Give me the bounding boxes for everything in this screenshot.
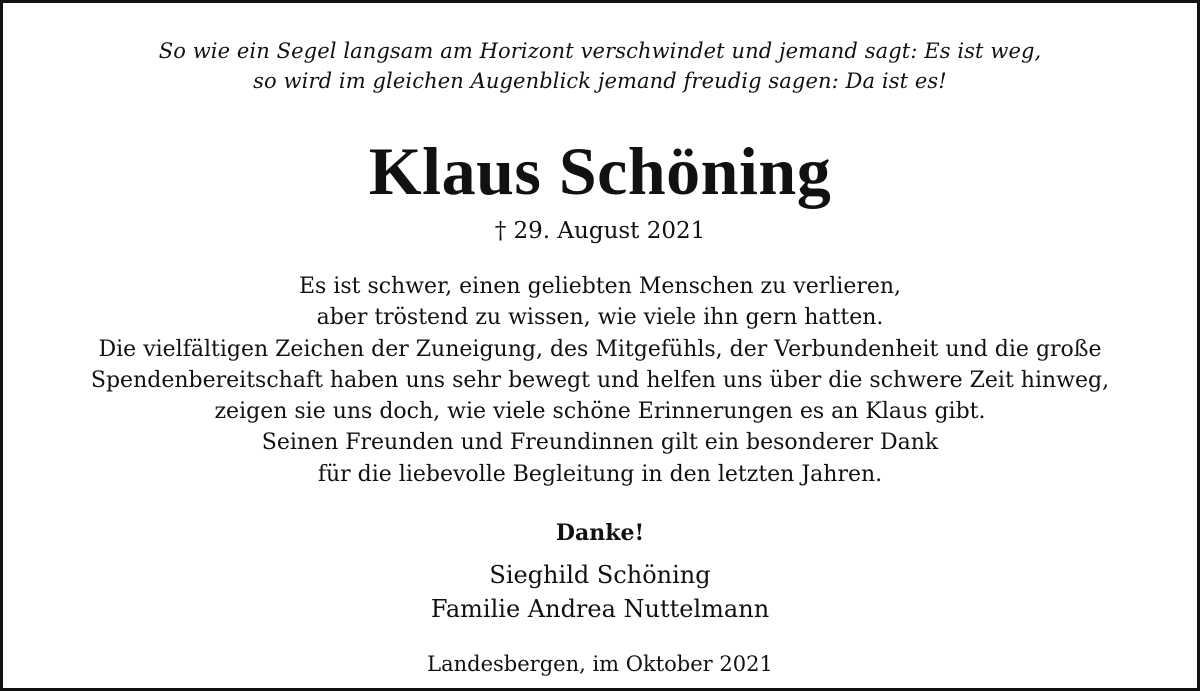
message-line: zeigen sie uns doch, wie viele schöne Erinnerungen es an Klaus gibt. [214,399,986,425]
motto-quote [3,36,1197,96]
message-line: Seinen Freunden und Freundinnen gilt ein besonderer Dank [261,430,939,456]
motto-line: So wie ein Segel langsam am Horizont verschwindet und jemand sagt: Es ist weg, [158,39,1042,63]
deceased-name: Klaus Schöning [368,133,832,209]
death-date: † 29. August 2021 [494,218,706,244]
message-line: Es ist schwer, einen geliebten Menschen zu verlieren, [298,274,902,299]
message-line: aber tröstend zu wissen, wie viele ihn gern hatten. [316,305,884,331]
place-and-date: Landesbergen, im Oktober 2021 [427,652,773,676]
message-line: für die liebevolle Begleitung in den letzten Jahren. [317,461,883,487]
signer-name: Sieghild Schöning [489,561,711,589]
message-line: Spendenbereitschaft haben uns sehr bewegt und helfen uns über die schwere Zeit hinweg, [90,367,1110,393]
signers [3,558,1197,626]
signer-name: Familie Andrea Nuttelmann [430,595,770,623]
message-line: Die vielfältigen Zeichen der Zuneigung, des Mitgefühls, der Verbundenheit und die große [98,336,1102,362]
thanks-heading: Danke! [555,520,645,546]
motto-line: so wird im gleichen Augenblick jemand freudig sagen: Da ist es! [253,69,947,93]
thank-you-message [3,271,1197,490]
